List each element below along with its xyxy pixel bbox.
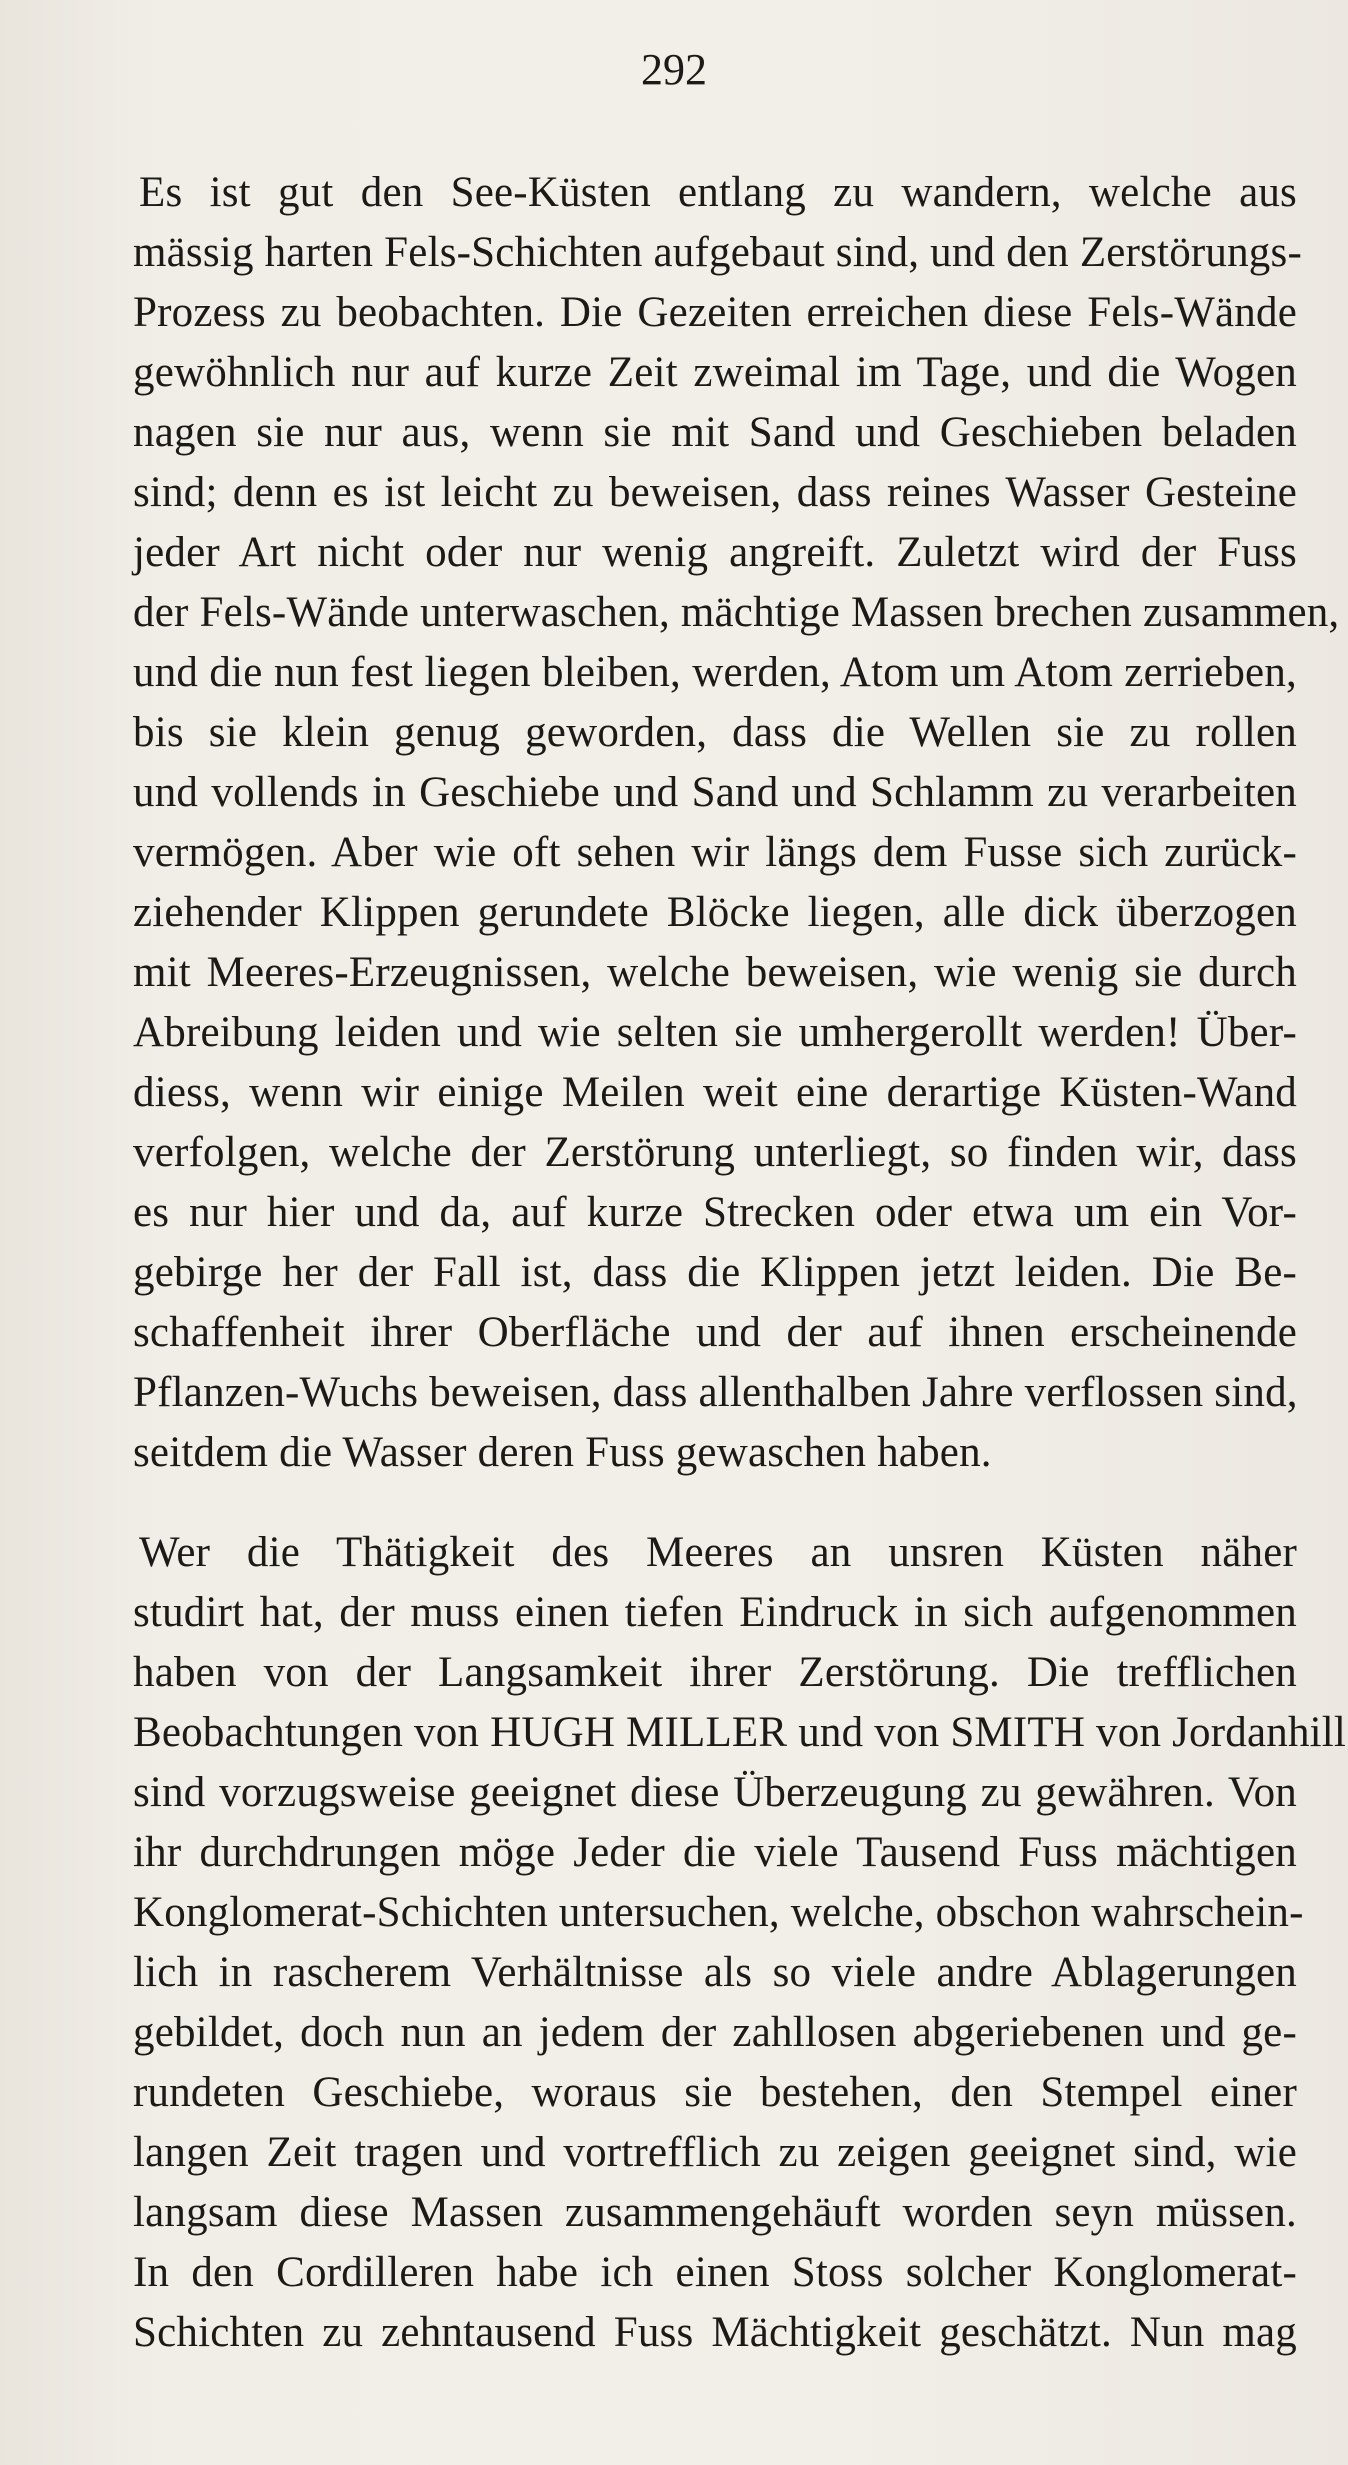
text-line: und die nun fest liegen bleiben, werden, Atom um Atom zerrieben, (133, 649, 1297, 696)
text-line: Es ist gut den See-Küsten entlang zu wandern, welche aus (139, 169, 1297, 216)
text-line: studirt hat, der muss einen tiefen Eindruck in sich aufgenommen (133, 1589, 1297, 1636)
text-line: Pflanzen-Wuchs beweisen, dass allenthalben Jahre verflossen sind, (133, 1369, 1298, 1416)
text-line: der Fels-Wände unterwaschen, mächtige Massen brechen zusammen, (133, 589, 1340, 636)
text-line: nagen sie nur aus, wenn sie mit Sand und Geschieben beladen (133, 409, 1297, 456)
text-line: diess, wenn wir einige Meilen weit eine derartige Küsten-Wand (133, 1069, 1297, 1116)
text-line: ziehender Klippen gerundete Blöcke liegen, alle dick überzogen (133, 889, 1297, 936)
text-line: In den Cordilleren habe ich einen Stoss solcher Konglomerat- (133, 2249, 1297, 2296)
text-line: bis sie klein genug geworden, dass die Wellen sie zu rollen (133, 709, 1297, 756)
text-line: schaffenheit ihrer Oberfläche und der auf ihnen erscheinende (133, 1309, 1297, 1356)
text-line: gebirge her der Fall ist, dass die Klippen jetzt leiden. Die Be- (133, 1249, 1297, 1296)
text-line: gebildet, doch nun an jedem der zahllosen abgeriebenen und ge- (133, 2009, 1297, 2056)
text-line: rundeten Geschiebe, woraus sie bestehen, den Stempel einer (133, 2069, 1297, 2116)
text-line: Beobachtungen von HUGH MILLER und von SMITH von Jordanhill (133, 1709, 1347, 1756)
text-line: mässig harten Fels-Schichten aufgebaut sind, und den Zerstörungs- (133, 229, 1302, 276)
text-line: Abreibung leiden und wie selten sie umhergerollt werden! Über- (133, 1009, 1297, 1056)
text-line: Konglomerat-Schichten untersuchen, welche, obschon wahrschein- (133, 1889, 1304, 1936)
text-line: seitdem die Wasser deren Fuss gewaschen haben. (133, 1429, 992, 1476)
text-line: gewöhnlich nur auf kurze Zeit zweimal im Tage, und die Wogen (133, 349, 1297, 396)
text-line: langsam diese Massen zusammengehäuft worden seyn müssen. (133, 2189, 1297, 2236)
text-line: mit Meeres-Erzeugnissen, welche beweisen, wie wenig sie durch (133, 949, 1297, 996)
text-line: haben von der Langsamkeit ihrer Zerstörung. Die trefflichen (133, 1649, 1297, 1696)
page-number: 292 (641, 45, 707, 94)
text-line: verfolgen, welche der Zerstörung unterliegt, so finden wir, dass (133, 1129, 1297, 1176)
text-line: sind vorzugsweise geeignet diese Überzeugung zu gewähren. Von (133, 1769, 1297, 1816)
text-line: langen Zeit tragen und vortrefflich zu zeigen geeignet sind, wie (133, 2129, 1297, 2176)
text-line: Prozess zu beobachten. Die Gezeiten erreichen diese Fels-Wände (133, 289, 1297, 336)
text-line: vermögen. Aber wie oft sehen wir längs dem Fusse sich zurück- (133, 829, 1297, 876)
text-line: sind; denn es ist leicht zu beweisen, dass reines Wasser Gesteine (133, 469, 1297, 516)
text-line: es nur hier und da, auf kurze Strecken oder etwa um ein Vor- (133, 1189, 1297, 1236)
text-line: Wer die Thätigkeit des Meeres an unsren Küsten näher (139, 1529, 1297, 1576)
text-line: lich in rascherem Verhältnisse als so viele andre Ablagerungen (133, 1949, 1297, 1996)
text-line: jeder Art nicht oder nur wenig angreift. Zuletzt wird der Fuss (133, 529, 1297, 576)
text-line: ihr durchdrungen möge Jeder die viele Tausend Fuss mächtigen (133, 1829, 1297, 1876)
text-line: Schichten zu zehntausend Fuss Mächtigkeit geschätzt. Nun mag (133, 2309, 1297, 2356)
text-line: und vollends in Geschiebe und Sand und Schlamm zu verarbeiten (133, 769, 1297, 816)
